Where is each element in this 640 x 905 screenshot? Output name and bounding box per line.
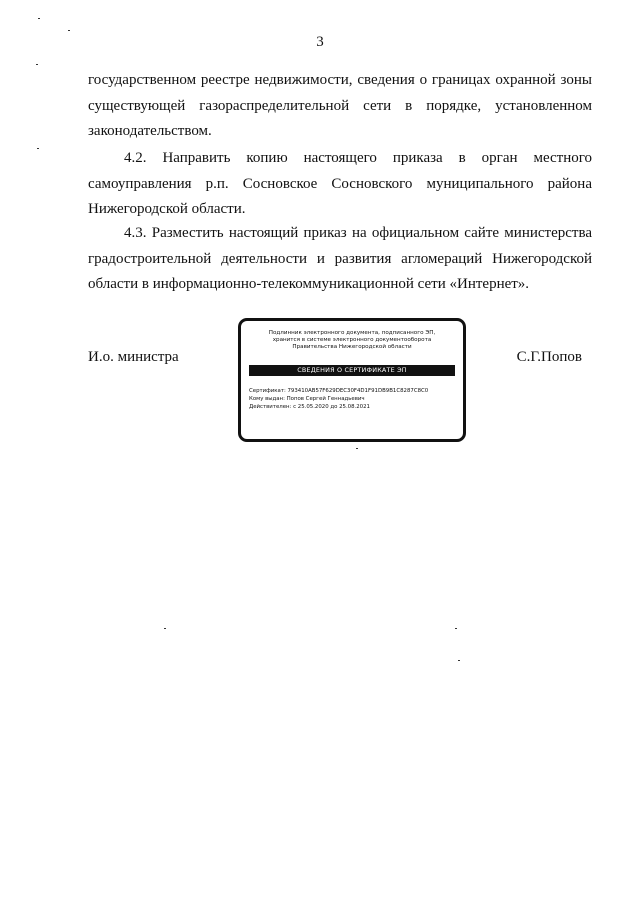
stamp-header-line: Подлинник электронного документа, подписанного ЭП, [268,330,436,336]
scan-speck [38,18,40,19]
stamp-header-line: хранится в системе электронного документооборота [272,337,432,344]
text-line: Нижегородской области. [88,201,246,217]
text-line: самоуправления р.п. Сосновское Сосновского муниципального района [88,175,592,192]
stamp-issued-to: Кому выдан: Попов Сергей Геннадьевич [249,396,365,402]
stamp-details [249,387,457,411]
scan-speck [356,448,358,449]
page-number: 3 [316,34,324,50]
signatory-title: И.о. министра [88,349,179,365]
stamp-validity: Действителен: с 25.05.2020 до 25.08.2021 [249,404,370,410]
signatory-name: С.Г.Попов [516,349,582,365]
scan-speck [164,628,166,629]
text-line: градостроительной деятельности и развития агломераций Нижегородской [88,250,592,267]
text-line: существующей газораспределительной сети в порядке, установленном [88,97,592,114]
scan-speck [455,628,457,629]
stamp-header-line: Правительства Нижегородской области [292,344,412,351]
stamp-header [247,330,457,352]
text-line: 4.2. Направить копию настоящего приказа в орган местного [124,150,592,166]
text-line: 4.3. Разместить настоящий приказ на официальном сайте министерства [124,225,592,241]
scan-speck [458,660,460,661]
text-line: государственном реестре недвижимости, сведения о границах охранной зоны [88,72,592,88]
electronic-signature-stamp [238,318,466,442]
scan-speck [37,148,39,149]
scan-speck [36,64,38,65]
text-line: области в информационно-телекоммуникационной сети «Интернет». [88,276,530,292]
paragraph-1 [88,68,592,145]
stamp-certificate-number: Сертификат: 793410AB57F629DEC30F4D1F91DB9B1C8287C8C0 [249,388,429,394]
text-line: законодательством. [88,123,212,139]
paragraph-3 [88,221,592,298]
stamp-certificate-bar: СВЕДЕНИЯ О СЕРТИФИКАТЕ ЭП [249,365,455,376]
paragraph-2 [88,146,592,223]
scan-speck [68,30,70,31]
